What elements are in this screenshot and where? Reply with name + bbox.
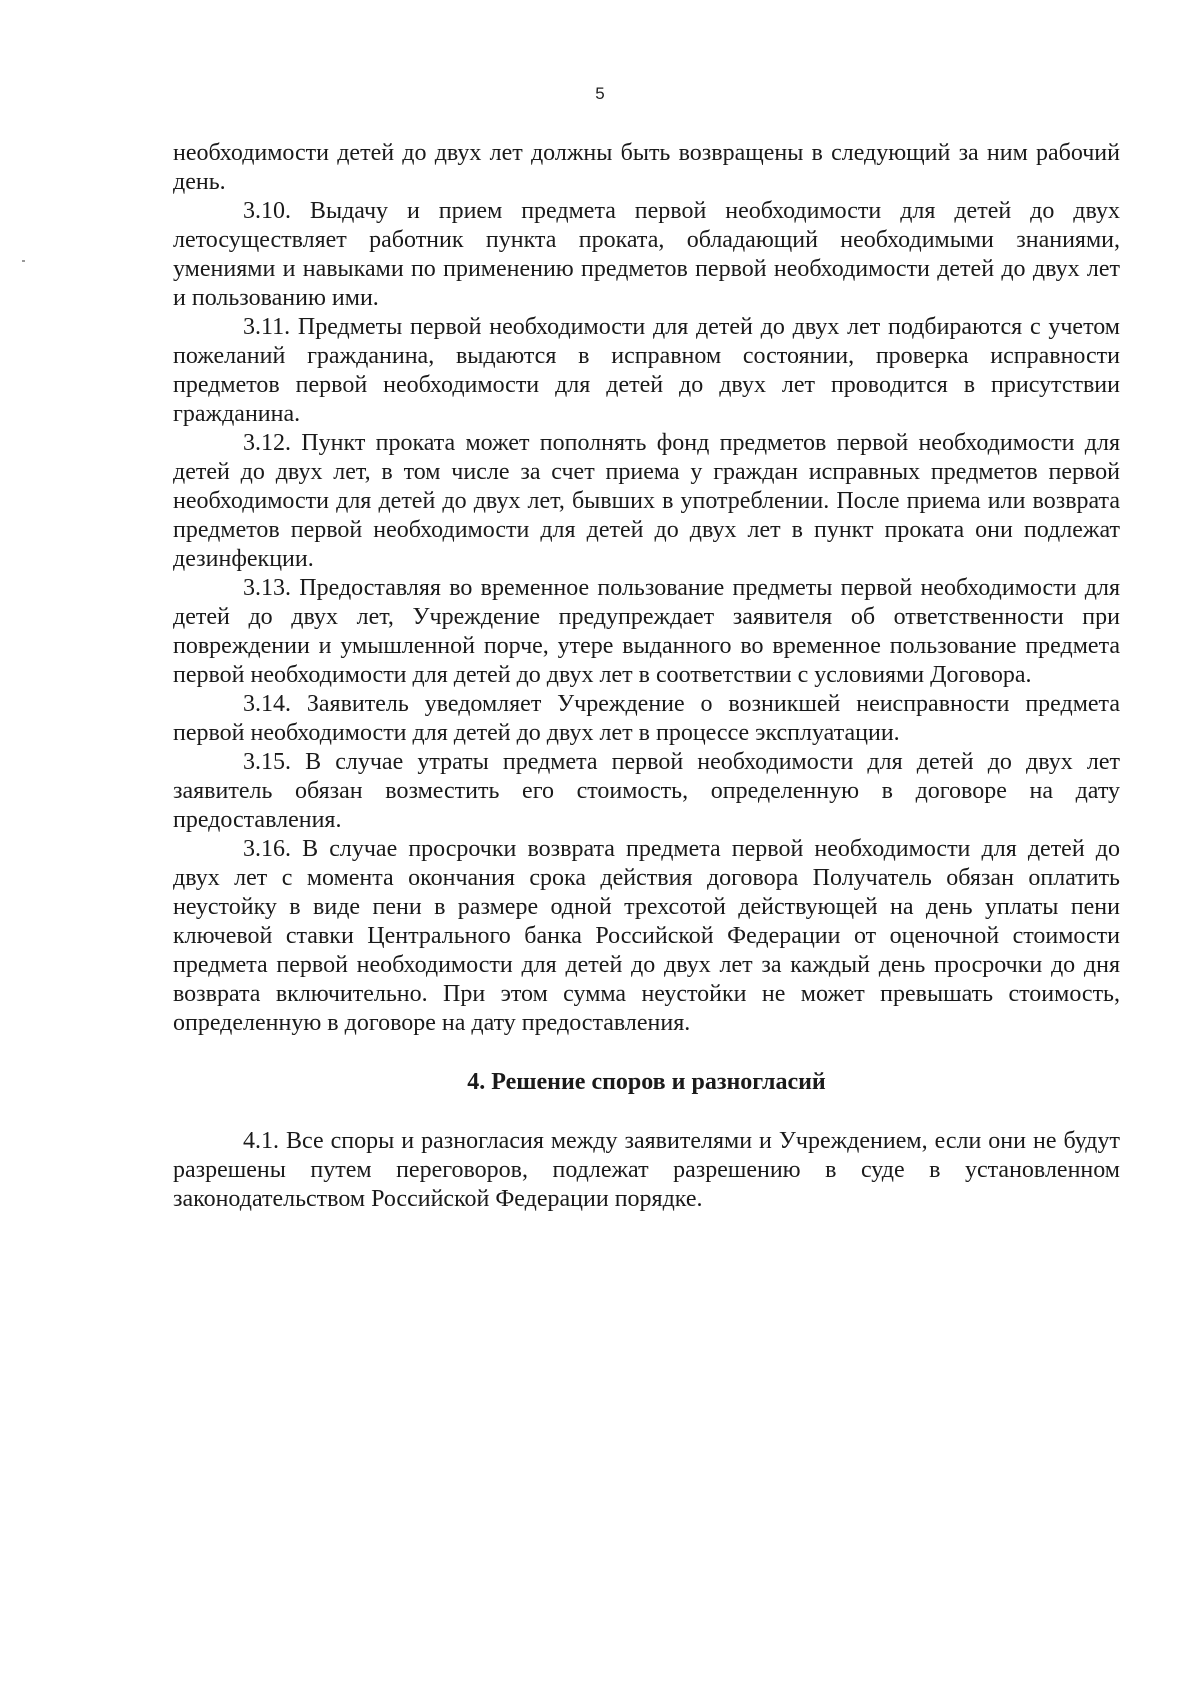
- page-number: 5: [595, 84, 605, 103]
- paragraph-3-13: 3.13. Предоставляя во временное пользование предметы первой необходимости для детей до двух лет, Учреждение предупреждает заявителя об ответственности при повреждении и умышленной порче, утере выданного во временное пользование предмета первой необходимости для детей до двух лет в соответствии с условиями Договора.: [173, 575, 1120, 688]
- paragraph-3-11: 3.11. Предметы первой необходимости для детей до двух лет подбираются с учетом пожеланий гражданина, выдаются в исправном состоянии, проверка исправности предметов первой необходимости для детей до двух лет проводится в присутствии гражданина.: [173, 314, 1120, 427]
- scan-speck: [22, 260, 25, 262]
- paragraph-3-14: 3.14. Заявитель уведомляет Учреждение о возникшей неисправности предмета первой необходимости для детей до двух лет в процессе эксплуатации.: [173, 691, 1120, 746]
- paragraph-3-9-continuation: необходимости детей до двух лет должны быть возвращены в следующий за ним рабочий день.: [173, 140, 1120, 195]
- section-4-heading: 4. Решение споров и разногласий: [467, 1069, 826, 1095]
- paragraph-3-15: 3.15. В случае утраты предмета первой необходимости для детей до двух лет заявитель обязан возместить его стоимость, определенную в договоре на дату предоставления.: [173, 749, 1120, 833]
- paragraph-3-16: 3.16. В случае просрочки возврата предмета первой необходимости для детей до двух лет с момента окончания срока действия договора Получатель обязан оплатить неустойку в виде пени в размере одной трехсотой действующей на день уплаты пени ключевой ставки Центрального банка Российской Федерации от оценочной стоимости предмета первой необходимости для детей до двух лет за каждый день просрочки до дня возврата включительно. При этом сумма неустойки не может превышать стоимость, определенную в договоре на дату предоставления.: [173, 836, 1120, 1036]
- paragraph-3-10: 3.10. Выдачу и прием предмета первой необходимости для детей до двух летосуществляет работник пункта проката, обладающий необходимыми знаниями, умениями и навыками по применению предметов первой необходимости детей до двух лет и пользованию ими.: [173, 198, 1120, 311]
- document-body: [173, 139, 1120, 1214]
- paragraph-4-1: 4.1. Все споры и разногласия между заявителями и Учреждением, если они не будут разрешены путем переговоров, подлежат разрешению в суде в установленном законодательством Российской Федерации порядке.: [173, 1128, 1120, 1212]
- paragraph-3-12: 3.12. Пункт проката может пополнять фонд предметов первой необходимости для детей до двух лет, в том числе за счет приема у граждан исправных предметов первой необходимости для детей до двух лет, бывших в употреблении. После приема или возврата предметов первой необходимости для детей до двух лет в пункт проката они подлежат дезинфекции.: [173, 430, 1120, 572]
